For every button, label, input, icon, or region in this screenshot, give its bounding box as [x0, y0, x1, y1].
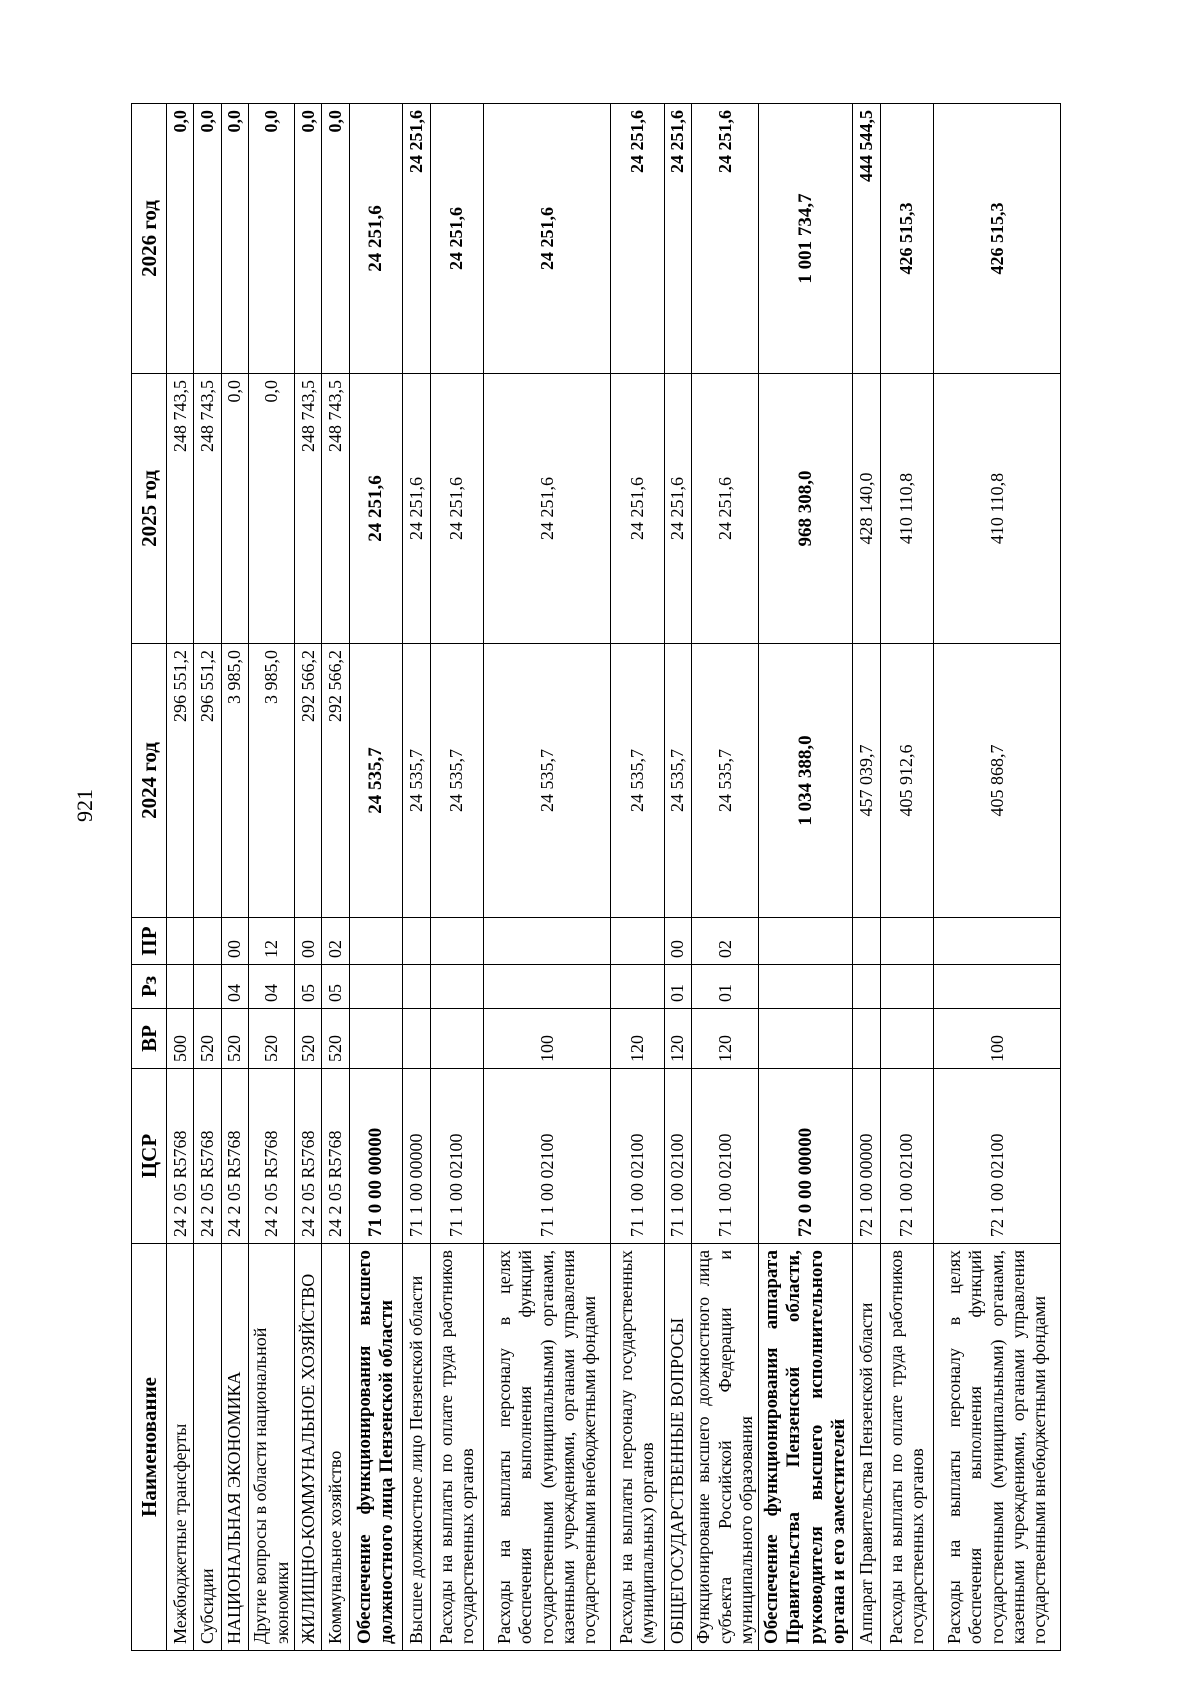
- cell-2026: 0,0: [221, 104, 248, 374]
- cell-2024: 405 868,7: [934, 644, 1061, 918]
- cell-2024: 3 985,0: [221, 644, 248, 918]
- cell-rz: 01: [664, 965, 691, 1009]
- cell-vr: 120: [610, 1009, 664, 1069]
- cell-csr: 71 0 00 00000: [349, 1069, 403, 1244]
- header-name: Наименование: [132, 1244, 167, 1651]
- cell-csr: 71 1 00 02100: [430, 1069, 484, 1244]
- cell-2025: 24 251,6: [610, 374, 664, 644]
- table-row: [167, 104, 194, 1651]
- cell-csr: 24 2 05 R5768: [248, 1069, 294, 1244]
- cell-pr: [349, 918, 403, 965]
- cell-2025: 24 251,6: [484, 374, 611, 644]
- cell-csr: 24 2 05 R5768: [295, 1069, 322, 1244]
- cell-2025: 410 110,8: [880, 374, 934, 644]
- cell-pr: 02: [322, 918, 349, 965]
- cell-2025: 248 743,5: [194, 374, 221, 644]
- cell-2024: 24 535,7: [430, 644, 484, 918]
- cell-csr: 71 1 00 00000: [403, 1069, 430, 1244]
- cell-2026: 24 251,6: [664, 104, 691, 374]
- cell-csr: 71 1 00 02100: [691, 1069, 759, 1244]
- cell-2024: 457 039,7: [853, 644, 880, 918]
- cell-csr: 72 1 00 02100: [880, 1069, 934, 1244]
- table-header-row: [132, 104, 167, 1651]
- cell-2026: 24 251,6: [484, 104, 611, 374]
- cell-rz: 04: [248, 965, 294, 1009]
- cell-rz: [349, 965, 403, 1009]
- cell-rz: 04: [221, 965, 248, 1009]
- cell-vr: 520: [194, 1009, 221, 1069]
- cell-2026: 426 515,3: [934, 104, 1061, 374]
- table-row: [880, 104, 934, 1651]
- table-row: [430, 104, 484, 1651]
- cell-vr: 520: [221, 1009, 248, 1069]
- cell-name: Обеспечение функционирования высшего должностного лица Пензенской области: [349, 1244, 403, 1651]
- cell-csr: 72 0 00 00000: [759, 1069, 853, 1244]
- cell-2024: 3 985,0: [248, 644, 294, 918]
- cell-rz: [194, 965, 221, 1009]
- cell-rz: [759, 965, 853, 1009]
- table-row: [691, 104, 759, 1651]
- cell-csr: 71 1 00 02100: [664, 1069, 691, 1244]
- cell-2024: 24 535,7: [349, 644, 403, 918]
- cell-2026: 24 251,6: [430, 104, 484, 374]
- cell-pr: [167, 918, 194, 965]
- cell-vr: [403, 1009, 430, 1069]
- cell-pr: 00: [664, 918, 691, 965]
- cell-csr: 24 2 05 R5768: [221, 1069, 248, 1244]
- cell-name: ЖИЛИЩНО-КОММУНАЛЬНОЕ ХОЗЯЙСТВО: [295, 1244, 322, 1651]
- cell-2024: 296 551,2: [167, 644, 194, 918]
- header-rz: Рз: [132, 965, 167, 1009]
- cell-name: Расходы на выплаты персоналу в целях обеспечения выполнения функций государственными (муниципальными) органами, казенными учреждениями, органами управления государственными внебюджетными фондами: [484, 1244, 611, 1651]
- cell-rz: 05: [295, 965, 322, 1009]
- cell-2026: 0,0: [322, 104, 349, 374]
- cell-rz: [167, 965, 194, 1009]
- cell-pr: [759, 918, 853, 965]
- cell-2024: 24 535,7: [403, 644, 430, 918]
- cell-pr: [853, 918, 880, 965]
- cell-rz: [880, 965, 934, 1009]
- cell-name: Высшее должностное лицо Пензенской области: [403, 1244, 430, 1651]
- cell-pr: [880, 918, 934, 965]
- cell-2024: 292 566,2: [322, 644, 349, 918]
- table-row: [248, 104, 294, 1651]
- cell-vr: 120: [691, 1009, 759, 1069]
- table-row: [295, 104, 322, 1651]
- cell-vr: 120: [664, 1009, 691, 1069]
- table-row: [664, 104, 691, 1651]
- cell-name: Обеспечение функционирования аппарата Правительства Пензенской области, руководителя высшего исполнительного органа и его заместителей: [759, 1244, 853, 1651]
- cell-pr: 00: [221, 918, 248, 965]
- cell-pr: 02: [691, 918, 759, 965]
- cell-pr: [934, 918, 1061, 965]
- cell-name: Функционирование высшего должностного лица субъекта Российской Федерации и муниципального образования: [691, 1244, 759, 1651]
- header-2024: 2024 год: [132, 644, 167, 918]
- cell-2025: 248 743,5: [167, 374, 194, 644]
- cell-vr: [853, 1009, 880, 1069]
- header-vr: ВР: [132, 1009, 167, 1069]
- cell-rz: [610, 965, 664, 1009]
- cell-rz: [853, 965, 880, 1009]
- cell-2026: 1 001 734,7: [759, 104, 853, 374]
- cell-2025: 0,0: [248, 374, 294, 644]
- cell-name: Межбюджетные трансферты: [167, 1244, 194, 1651]
- cell-pr: 00: [295, 918, 322, 965]
- cell-2025: 248 743,5: [295, 374, 322, 644]
- cell-name: ОБЩЕГОСУДАРСТВЕННЫЕ ВОПРОСЫ: [664, 1244, 691, 1651]
- cell-2026: 24 251,6: [349, 104, 403, 374]
- cell-rz: 05: [322, 965, 349, 1009]
- cell-2025: 24 251,6: [430, 374, 484, 644]
- cell-name: Расходы на выплаты персоналу государственных (муниципальных) органов: [610, 1244, 664, 1651]
- table-row: [610, 104, 664, 1651]
- cell-2026: 24 251,6: [403, 104, 430, 374]
- header-2025: 2025 год: [132, 374, 167, 644]
- cell-pr: [430, 918, 484, 965]
- table-row: [194, 104, 221, 1651]
- cell-name: НАЦИОНАЛЬНАЯ ЭКОНОМИКА: [221, 1244, 248, 1651]
- cell-2026: 24 251,6: [610, 104, 664, 374]
- budget-table-container: [131, 104, 1061, 1651]
- table-row: [322, 104, 349, 1651]
- cell-2025: 24 251,6: [691, 374, 759, 644]
- cell-2024: 24 535,7: [664, 644, 691, 918]
- cell-vr: [349, 1009, 403, 1069]
- cell-vr: 520: [295, 1009, 322, 1069]
- page-number: 921: [72, 789, 97, 822]
- cell-name: Расходы на выплаты персоналу в целях обеспечения выполнения функций государственными (муниципальными) органами, казенными учреждениями, органами управления государственными внебюджетными фондами: [934, 1244, 1061, 1651]
- cell-rz: 01: [691, 965, 759, 1009]
- cell-2025: 24 251,6: [664, 374, 691, 644]
- budget-table: [131, 103, 1061, 1651]
- cell-pr: [610, 918, 664, 965]
- cell-pr: [194, 918, 221, 965]
- cell-vr: 520: [322, 1009, 349, 1069]
- table-row: [484, 104, 611, 1651]
- table-row: [853, 104, 880, 1651]
- header-2026: 2026 год: [132, 104, 167, 374]
- cell-2024: 1 034 388,0: [759, 644, 853, 918]
- cell-pr: 12: [248, 918, 294, 965]
- cell-2024: 296 551,2: [194, 644, 221, 918]
- cell-2026: 0,0: [194, 104, 221, 374]
- cell-2025: 410 110,8: [934, 374, 1061, 644]
- cell-vr: 520: [248, 1009, 294, 1069]
- cell-csr: 71 1 00 02100: [484, 1069, 611, 1244]
- cell-vr: 100: [934, 1009, 1061, 1069]
- cell-2026: 0,0: [167, 104, 194, 374]
- cell-2024: 405 912,6: [880, 644, 934, 918]
- cell-rz: [430, 965, 484, 1009]
- cell-csr: 24 2 05 R5768: [167, 1069, 194, 1244]
- header-pr: ПР: [132, 918, 167, 965]
- cell-vr: [430, 1009, 484, 1069]
- cell-2026: 426 515,3: [880, 104, 934, 374]
- cell-2026: 444 544,5: [853, 104, 880, 374]
- cell-rz: [403, 965, 430, 1009]
- table-row: [403, 104, 430, 1651]
- cell-name: Расходы на выплаты по оплате труда работников государственных органов: [430, 1244, 484, 1651]
- cell-name: Другие вопросы в области национальной экономики: [248, 1244, 294, 1651]
- cell-csr: 24 2 05 R5768: [194, 1069, 221, 1244]
- cell-2025: 428 140,0: [853, 374, 880, 644]
- table-row: [221, 104, 248, 1651]
- cell-2026: 24 251,6: [691, 104, 759, 374]
- cell-rz: [934, 965, 1061, 1009]
- cell-csr: 72 1 00 02100: [934, 1069, 1061, 1244]
- cell-2024: 292 566,2: [295, 644, 322, 918]
- cell-name: Аппарат Правительства Пензенской области: [853, 1244, 880, 1651]
- cell-csr: 71 1 00 02100: [610, 1069, 664, 1244]
- table-row: [759, 104, 853, 1651]
- cell-vr: [759, 1009, 853, 1069]
- cell-name: Субсидии: [194, 1244, 221, 1651]
- cell-2024: 24 535,7: [484, 644, 611, 918]
- cell-2025: 968 308,0: [759, 374, 853, 644]
- cell-pr: [403, 918, 430, 965]
- header-csr: ЦСР: [132, 1069, 167, 1244]
- cell-2024: 24 535,7: [610, 644, 664, 918]
- cell-csr: 24 2 05 R5768: [322, 1069, 349, 1244]
- cell-pr: [484, 918, 611, 965]
- cell-vr: 500: [167, 1009, 194, 1069]
- table-row: [349, 104, 403, 1651]
- table-row: [934, 104, 1061, 1651]
- cell-2025: 248 743,5: [322, 374, 349, 644]
- cell-2025: 0,0: [221, 374, 248, 644]
- cell-csr: 72 1 00 00000: [853, 1069, 880, 1244]
- cell-name: Расходы на выплаты по оплате труда работников государственных органов: [880, 1244, 934, 1651]
- cell-2026: 0,0: [248, 104, 294, 374]
- cell-2024: 24 535,7: [691, 644, 759, 918]
- cell-2026: 0,0: [295, 104, 322, 374]
- cell-vr: 100: [484, 1009, 611, 1069]
- cell-2025: 24 251,6: [403, 374, 430, 644]
- cell-vr: [880, 1009, 934, 1069]
- cell-rz: [484, 965, 611, 1009]
- cell-name: Коммунальное хозяйство: [322, 1244, 349, 1651]
- cell-2025: 24 251,6: [349, 374, 403, 644]
